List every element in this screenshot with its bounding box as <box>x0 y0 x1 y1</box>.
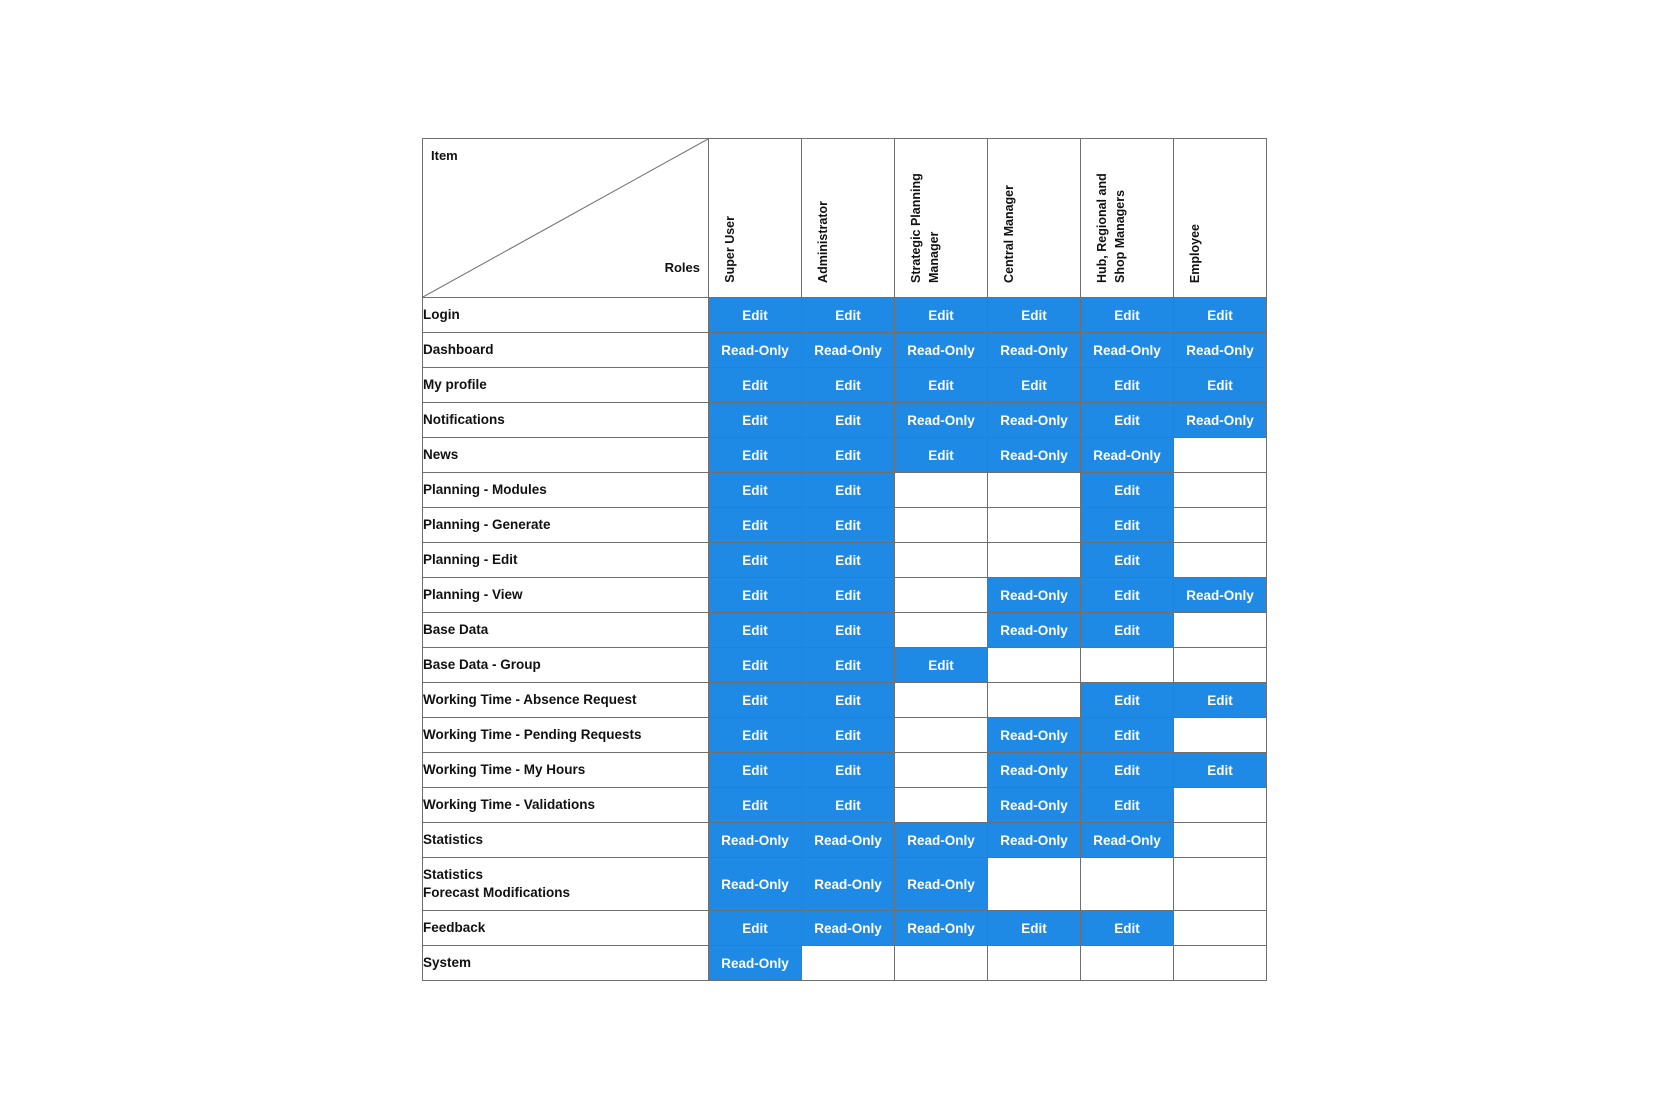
permission-cell: Read-Only <box>1174 333 1267 368</box>
table-row <box>423 858 1267 911</box>
permission-cell: Edit <box>895 298 988 333</box>
item-label: Statistics <box>423 823 709 858</box>
role-header-administrator: Administrator <box>802 139 895 298</box>
item-label: Notifications <box>423 403 709 438</box>
item-label: My profile <box>423 368 709 403</box>
matrix-body <box>423 298 1267 981</box>
permission-cell <box>988 648 1081 683</box>
permission-cell: Read-Only <box>1174 403 1267 438</box>
permission-cell: Edit <box>1081 473 1174 508</box>
table-row <box>423 613 1267 648</box>
permission-cell: Read-Only <box>988 823 1081 858</box>
permission-cell: Edit <box>802 648 895 683</box>
permission-cell: Edit <box>802 403 895 438</box>
table-row <box>423 578 1267 613</box>
item-label: Base Data <box>423 613 709 648</box>
permission-cell: Edit <box>895 368 988 403</box>
permission-cell <box>895 543 988 578</box>
permission-cell <box>988 473 1081 508</box>
permission-cell: Edit <box>895 648 988 683</box>
item-label: Working Time - Absence Request <box>423 683 709 718</box>
permission-cell: Edit <box>802 613 895 648</box>
item-label: Dashboard <box>423 333 709 368</box>
permission-cell: Read-Only <box>802 858 895 911</box>
table-row <box>423 718 1267 753</box>
permission-cell: Edit <box>709 438 802 473</box>
permission-cell: Read-Only <box>895 823 988 858</box>
permission-cell <box>895 946 988 981</box>
roles-axis-label: Roles <box>664 260 700 275</box>
permission-cell <box>1081 648 1174 683</box>
permission-cell: Read-Only <box>895 333 988 368</box>
permission-cell: Read-Only <box>988 788 1081 823</box>
permission-cell <box>1174 858 1267 911</box>
permission-cell <box>1174 911 1267 946</box>
permission-cell: Read-Only <box>895 911 988 946</box>
item-label: Planning - Modules <box>423 473 709 508</box>
permission-cell: Edit <box>709 613 802 648</box>
table-row <box>423 753 1267 788</box>
item-label: News <box>423 438 709 473</box>
permission-cell: Read-Only <box>988 578 1081 613</box>
permission-cell: Read-Only <box>802 911 895 946</box>
role-header-employee: Employee <box>1174 139 1267 298</box>
permission-cell: Read-Only <box>802 333 895 368</box>
permission-cell: Read-Only <box>988 718 1081 753</box>
permission-cell: Edit <box>988 298 1081 333</box>
permission-cell <box>1174 823 1267 858</box>
permission-cell <box>895 613 988 648</box>
permission-cell <box>1174 946 1267 981</box>
permission-cell: Read-Only <box>1081 823 1174 858</box>
permission-cell: Read-Only <box>895 403 988 438</box>
permission-cell <box>895 788 988 823</box>
permission-cell: Edit <box>709 911 802 946</box>
permission-cell: Edit <box>1081 543 1174 578</box>
permission-cell: Edit <box>802 683 895 718</box>
permission-cell: Edit <box>709 368 802 403</box>
item-axis-label: Item <box>431 148 458 163</box>
permission-cell: Edit <box>988 368 1081 403</box>
permission-cell <box>988 858 1081 911</box>
permission-cell: Read-Only <box>988 438 1081 473</box>
permission-cell <box>1174 543 1267 578</box>
permission-cell <box>802 946 895 981</box>
permission-cell: Edit <box>709 403 802 438</box>
permission-cell: Edit <box>1081 403 1174 438</box>
table-row <box>423 788 1267 823</box>
table-row <box>423 543 1267 578</box>
role-header-strategic-planning-manager: Strategic Planning Manager <box>895 139 988 298</box>
permission-cell: Read-Only <box>1174 578 1267 613</box>
permission-cell: Edit <box>1081 788 1174 823</box>
permission-cell <box>1174 508 1267 543</box>
permission-cell: Edit <box>709 753 802 788</box>
permission-cell <box>895 578 988 613</box>
corner-header-cell <box>423 139 709 298</box>
permission-cell: Edit <box>802 578 895 613</box>
table-row <box>423 946 1267 981</box>
table-row <box>423 683 1267 718</box>
table-row <box>423 298 1267 333</box>
table-row <box>423 333 1267 368</box>
item-label: Working Time - Pending Requests <box>423 718 709 753</box>
table-row <box>423 648 1267 683</box>
permission-cell: Read-Only <box>709 333 802 368</box>
permission-cell: Read-Only <box>988 403 1081 438</box>
permission-cell: Edit <box>802 788 895 823</box>
permission-cell <box>988 683 1081 718</box>
permission-cell: Edit <box>709 683 802 718</box>
table-row <box>423 438 1267 473</box>
permission-cell: Read-Only <box>802 823 895 858</box>
role-header-super-user: Super User <box>709 139 802 298</box>
item-label: System <box>423 946 709 981</box>
permission-cell: Edit <box>802 473 895 508</box>
permission-cell <box>988 508 1081 543</box>
permission-cell: Edit <box>802 298 895 333</box>
role-header-central-manager: Central Manager <box>988 139 1081 298</box>
permission-cell <box>895 508 988 543</box>
permission-cell: Read-Only <box>709 858 802 911</box>
item-label: Planning - View <box>423 578 709 613</box>
permission-cell: Edit <box>1174 368 1267 403</box>
permission-cell <box>1174 438 1267 473</box>
permission-cell: Edit <box>1081 508 1174 543</box>
permission-cell: Read-Only <box>895 858 988 911</box>
permission-cell: Edit <box>1174 753 1267 788</box>
permission-cell: Edit <box>802 438 895 473</box>
permission-cell: Edit <box>895 438 988 473</box>
permission-cell: Read-Only <box>988 753 1081 788</box>
permission-cell <box>895 683 988 718</box>
item-label: Statistics Forecast Modifications <box>423 858 709 911</box>
permission-cell <box>1081 858 1174 911</box>
permission-cell: Read-Only <box>1081 438 1174 473</box>
item-label: Login <box>423 298 709 333</box>
table-row <box>423 508 1267 543</box>
permission-cell: Edit <box>988 911 1081 946</box>
permission-cell: Read-Only <box>988 613 1081 648</box>
table-row <box>423 473 1267 508</box>
permission-cell: Read-Only <box>1081 333 1174 368</box>
permission-cell <box>1174 718 1267 753</box>
permission-cell: Edit <box>1081 911 1174 946</box>
item-label: Base Data - Group <box>423 648 709 683</box>
table-row <box>423 368 1267 403</box>
permission-cell: Edit <box>802 508 895 543</box>
permission-cell: Edit <box>709 543 802 578</box>
permission-cell: Edit <box>709 648 802 683</box>
permission-cell: Edit <box>1081 368 1174 403</box>
permission-cell: Edit <box>1081 683 1174 718</box>
permission-cell: Read-Only <box>709 946 802 981</box>
permission-cell <box>988 946 1081 981</box>
permission-cell <box>895 753 988 788</box>
permission-cell <box>895 473 988 508</box>
permission-cell: Edit <box>802 543 895 578</box>
item-label: Working Time - Validations <box>423 788 709 823</box>
permission-cell: Edit <box>1081 718 1174 753</box>
permission-cell: Edit <box>1081 578 1174 613</box>
permission-cell: Edit <box>1174 683 1267 718</box>
permission-cell <box>988 543 1081 578</box>
permissions-matrix <box>422 138 1267 981</box>
permission-cell: Edit <box>1174 298 1267 333</box>
permission-cell: Edit <box>802 368 895 403</box>
permission-cell: Edit <box>709 473 802 508</box>
permission-cell: Edit <box>709 508 802 543</box>
item-label: Planning - Generate <box>423 508 709 543</box>
permission-cell: Edit <box>1081 753 1174 788</box>
permission-cell: Edit <box>709 298 802 333</box>
permission-cell <box>1174 788 1267 823</box>
table-row <box>423 911 1267 946</box>
permission-cell <box>1174 473 1267 508</box>
permission-cell: Edit <box>1081 298 1174 333</box>
permission-cell: Read-Only <box>988 333 1081 368</box>
table-row <box>423 823 1267 858</box>
permission-cell: Edit <box>802 753 895 788</box>
header-row <box>423 139 1267 298</box>
permission-cell: Edit <box>709 718 802 753</box>
permission-cell: Edit <box>1081 613 1174 648</box>
permission-cell <box>895 718 988 753</box>
table-row <box>423 403 1267 438</box>
permission-cell <box>1174 648 1267 683</box>
item-label: Feedback <box>423 911 709 946</box>
permission-cell: Edit <box>709 788 802 823</box>
permission-cell <box>1174 613 1267 648</box>
permission-cell: Edit <box>802 718 895 753</box>
permission-cell: Read-Only <box>709 823 802 858</box>
item-label: Planning - Edit <box>423 543 709 578</box>
role-header-hub-regional-shop-managers: Hub, Regional and Shop Managers <box>1081 139 1174 298</box>
item-label: Working Time - My Hours <box>423 753 709 788</box>
permission-cell: Edit <box>709 578 802 613</box>
permission-cell <box>1081 946 1174 981</box>
